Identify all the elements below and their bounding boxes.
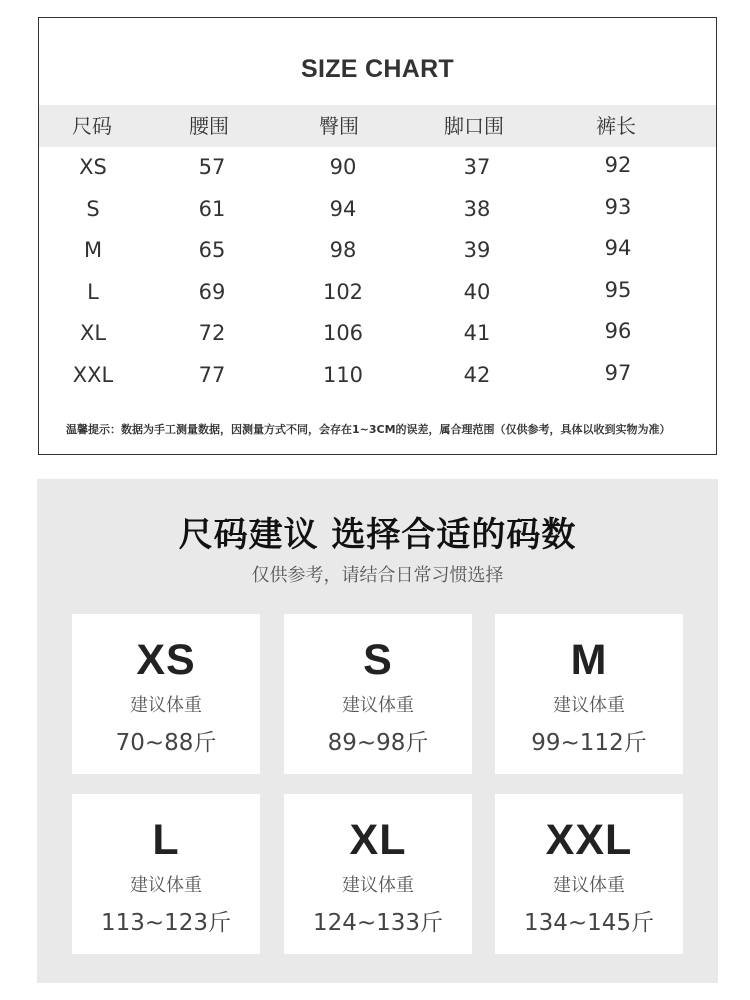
cell-hip: 102 [322,279,364,304]
cell-size: S [86,196,100,221]
header-size: 尺码 [72,114,112,138]
header-hip: 臀围 [319,114,359,138]
cell-waist: 61 [198,196,226,221]
recommendation-subtitle: 仅供参考，请结合日常习惯选择 [251,565,504,586]
cell-size: XS [79,155,107,179]
cell-waist: 57 [198,155,226,179]
size-card-m [495,614,683,774]
size-card-xl [284,794,472,954]
card-weight-label: 建议体重 [553,875,625,896]
size-chart [38,17,717,455]
card-weight-label: 建议体重 [130,875,202,896]
card-weight-range: 113~123斤 [100,910,232,936]
cell-waist: 69 [198,279,226,304]
table-row [39,147,716,189]
measurement-note: 温馨提示：数据为手工测量数据，因测量方式不同，会存在1~3CM的误差，属合理范围（仅供参考，具体以收到实物为准） [66,423,671,436]
table-row [39,355,716,397]
cell-length: 95 [604,277,632,302]
cell-leg-opening: 39 [463,238,491,263]
size-card-xs [72,614,260,774]
cell-leg-opening: 41 [463,321,491,346]
size-chart-body [39,147,716,397]
cell-size: M [83,238,103,263]
cell-size: XL [79,321,107,346]
card-weight-label: 建议体重 [553,695,625,716]
card-size-label: XL [349,816,407,864]
recommendation-title: 尺码建议 选择合适的码数 [178,515,577,555]
cell-length: 94 [604,236,632,261]
cell-waist: 72 [198,321,226,346]
cell-waist: 77 [198,362,226,387]
size-chart-title: SIZE CHART [301,55,454,83]
size-card-l [72,794,260,954]
table-row [39,230,716,272]
card-weight-range: 99~112斤 [531,730,647,756]
size-card-xxl [495,794,683,954]
card-size-label: S [363,636,393,684]
cell-length: 97 [604,360,632,385]
cell-hip: 94 [329,196,357,221]
cell-hip: 98 [329,238,357,263]
card-size-label: M [570,636,608,684]
card-size-label: XXL [545,816,633,864]
cell-leg-opening: 37 [463,155,491,179]
header-waist: 腰围 [189,114,229,138]
cell-hip: 106 [322,321,364,346]
cell-size: XXL [72,362,114,387]
size-card-s [284,614,472,774]
cell-length: 96 [604,319,632,344]
header-length: 裤长 [596,114,636,138]
card-weight-label: 建议体重 [342,695,414,716]
card-weight-range: 70~88斤 [115,730,217,756]
cell-hip: 110 [322,362,364,387]
cell-leg-opening: 42 [463,362,491,387]
card-weight-label: 建议体重 [342,875,414,896]
card-size-label: L [152,816,180,864]
size-recommendation-panel [37,479,718,983]
cell-leg-opening: 38 [463,196,491,221]
card-size-label: XS [136,636,196,684]
card-weight-range: 124~133斤 [312,910,444,936]
table-row [39,313,716,355]
cell-length: 92 [604,153,632,177]
header-leg-opening: 脚口围 [444,114,504,138]
cell-length: 93 [604,194,632,219]
card-weight-range: 134~145斤 [523,910,655,936]
card-weight-label: 建议体重 [130,695,202,716]
cell-leg-opening: 40 [463,279,491,304]
size-chart-header-row [39,105,716,147]
cell-waist: 65 [198,238,226,263]
table-row [39,189,716,231]
cell-size: L [87,279,99,304]
cell-hip: 90 [329,155,357,179]
card-weight-range: 89~98斤 [327,730,429,756]
table-row [39,272,716,314]
